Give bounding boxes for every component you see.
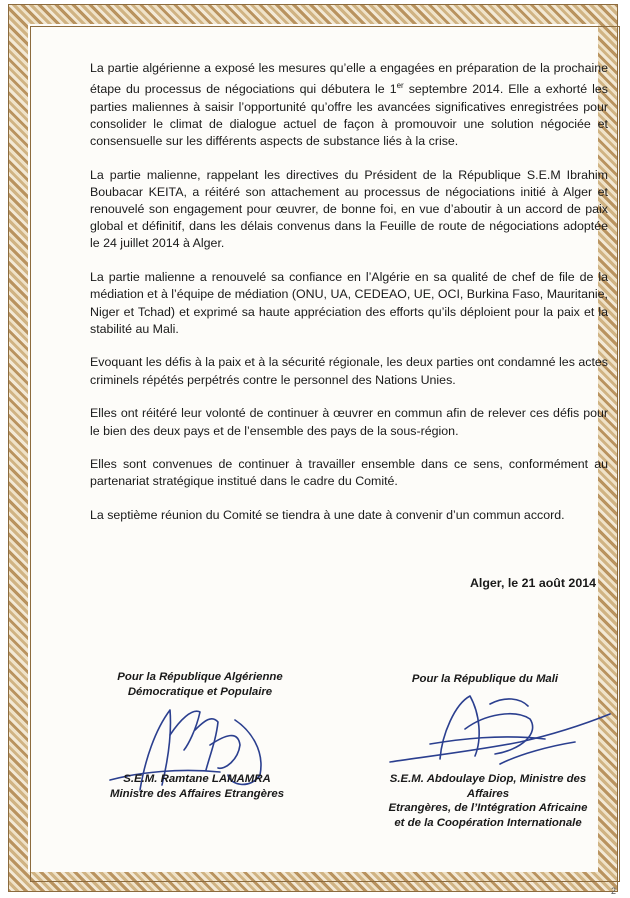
mali-signatory-heading: Pour la République du Mali xyxy=(411,673,559,685)
paragraph-2: La partie malienne, rappelant les directives du Président de la République S.E.M Ibrahim Boubacar KEITA, a réitéré son attachement au processus de négociations initié à Alger et renouvelé son engagement pour œuvrer, de bonne foi, en vue d’aboutir à un accord de paix global et définitif, dans les délais convenus dans la Feuille de route de négociations adoptée le 24 juillet 2014 à Alger. xyxy=(90,167,608,251)
page-number: 2 xyxy=(610,886,616,896)
algeria-signatory-heading: Pour la République Algérienne Démocratique et Populaire xyxy=(117,671,283,698)
document-body xyxy=(90,60,608,541)
algeria-signatory-name: S.E.M. Ramtane LAMAMRA Ministre des Affaires Etrangères xyxy=(109,773,285,800)
paragraph-1: La partie algérienne a exposé les mesures qu’elle a engagées en préparation de la prochaine étape du processus de négociations qui débutera le 1er septembre 2014. Elle a exhorté les parties maliennes à saisir l’opportunité qu’offre les avancées significatives enregistrées pour consolider le climat de dialogue actuel de façon à promouvoir une solution négociée et consensuelle sur les différents aspects de substance liés à la crise. xyxy=(90,61,608,148)
date-place: Alger, le 21 août 2014 xyxy=(469,576,596,590)
mali-signatory-name: S.E.M. Abdoulaye Diop, Ministre des Affaires Etrangères, de l’Intégration Africaine et de la Coopération Internationale xyxy=(388,773,588,829)
ordinal-superscript: er xyxy=(396,81,404,91)
mali-signature xyxy=(370,684,620,784)
paragraph-5: Elles ont réitéré leur volonté de continuer à œuvrer en commun afin de relever ces défis pour le bien des deux pays et de l’ensemble des pays de la sous-région. xyxy=(90,406,608,438)
paragraph-6: Elles sont convenues de continuer à travailler ensemble dans ce sens, conformément au partenariat stratégique institué dans le cadre du Comité. xyxy=(90,457,608,489)
paragraph-3: La partie malienne a renouvelé sa confiance en l’Algérie en sa qualité de chef de file de la médiation et à l’équipe de médiation (ONU, UA, CEDEAO, UE, OCI, Burkina Faso, Mauritanie, Niger et Tchad) et exprimé sa haute appréciation des efforts qu’ils déploient pour la paix et la stabilité au Mali. xyxy=(90,270,608,336)
paragraph-7: La septième réunion du Comité se tiendra à une date à convenir d’un commun accord. xyxy=(90,508,565,523)
paragraph-4: Evoquant les défis à la paix et à la sécurité régionale, les deux parties ont condamné les actes criminels répétés perpétrés contre le personnel des Nations Unies. xyxy=(90,355,608,387)
